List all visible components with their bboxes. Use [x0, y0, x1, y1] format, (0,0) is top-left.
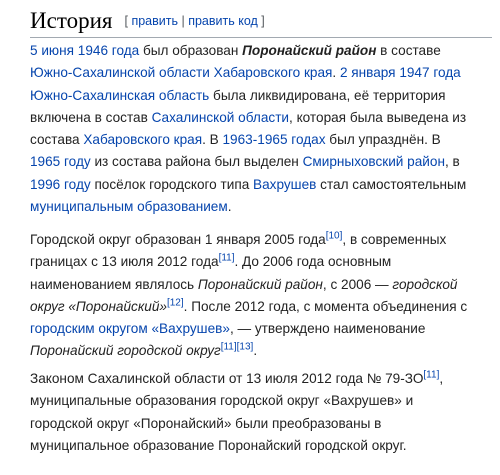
text-line	[30, 174, 500, 196]
text-line	[30, 107, 500, 129]
text-line	[30, 368, 500, 390]
reference-12[interactable]: [12]	[166, 297, 184, 309]
edit-links	[124, 14, 264, 28]
link-year-1996[interactable]: 1996 году	[30, 176, 91, 192]
text-line	[30, 274, 500, 296]
bold-district-name: Поронайский район	[242, 43, 377, 58]
text-line	[30, 62, 500, 84]
paragraph-history-1	[30, 40, 500, 218]
text-run: состава	[30, 132, 84, 148]
text-run: был упразднён. В	[325, 132, 441, 148]
text-line	[30, 151, 500, 173]
link-municipal-formation[interactable]: муниципальным образованием	[30, 199, 228, 215]
text-run: наименованием являлось	[30, 276, 198, 292]
italic-district-name: Поронайский район	[197, 276, 323, 292]
text-run: , в	[444, 154, 460, 170]
link-smirnykh-district[interactable]: Смирныховский район	[302, 154, 445, 170]
paragraph-history-3	[30, 368, 500, 457]
reference-11b[interactable]: [11]	[220, 341, 237, 353]
italic-okrug-full-name: Поронайский городской округ	[30, 343, 221, 359]
reference-13[interactable]: [13]	[236, 341, 254, 353]
text-line	[30, 129, 500, 151]
text-run: была ликвидирована, её территория	[209, 87, 446, 103]
text-run: .	[253, 343, 258, 359]
text-run: муниципальное образование Поронайский городской округ.	[30, 437, 407, 453]
link-year-1965[interactable]: 1965 году	[30, 154, 91, 170]
edit-bracket-open: [	[124, 14, 128, 28]
text-run: , — утверждено наименование	[229, 321, 426, 337]
text-line	[30, 435, 500, 457]
link-yuzhno-sakhalin-oblast[interactable]: Южно-Сахалинская область	[30, 87, 210, 103]
reference-11[interactable]: [11]	[218, 252, 235, 264]
text-run: в составе	[376, 43, 441, 58]
text-line	[30, 413, 500, 435]
text-run: Городской округ образован 1 января 2005 года	[30, 232, 326, 247]
link-date-1947[interactable]: 2 января 1947 года	[339, 65, 461, 81]
text-run: границах с 13 июля 2012 года	[30, 254, 219, 270]
text-run: посёлок городского типа	[90, 176, 254, 192]
text-run: ,	[439, 371, 444, 386]
edit-bracket-close: ]	[261, 14, 265, 28]
reference-11c[interactable]: [11]	[423, 369, 440, 381]
text-run: . До 2006 года основным	[234, 254, 392, 270]
text-line	[30, 85, 500, 107]
text-line	[30, 196, 500, 218]
link-vakhrushev-okrug[interactable]: городским округом «Вахрушев»	[30, 321, 230, 337]
text-run: . После 2012 года, с момента объединения с	[183, 298, 468, 314]
link-date-1946[interactable]: 5 июня 1946 года	[30, 43, 140, 58]
text-run: . В	[202, 132, 223, 148]
text-run: Законом Сахалинской области от 13 июля 2012 года № 79-ЗО	[30, 371, 424, 386]
edit-code-link[interactable]: править код	[188, 14, 258, 28]
paragraph-history-2	[30, 229, 500, 363]
text-line	[30, 40, 500, 62]
text-run: .	[332, 65, 340, 81]
text-run: , с 2006 —	[322, 276, 393, 292]
edit-link[interactable]: править	[131, 14, 178, 28]
text-line	[30, 229, 500, 251]
text-run: был образован	[139, 43, 243, 58]
text-line	[30, 296, 500, 318]
link-khabarovsk-krai[interactable]: Хабаровского края	[213, 65, 333, 81]
text-line	[30, 390, 500, 412]
link-sakhalin-oblast[interactable]: Сахалинской области	[151, 109, 290, 125]
link-vakhrushev[interactable]: Вахрушев	[253, 176, 317, 192]
text-run: .	[227, 199, 232, 215]
text-line	[30, 251, 500, 273]
section-title: История	[30, 8, 113, 33]
text-run: стал самостоятельным	[316, 176, 467, 192]
text-run: , которая была выведена из	[289, 109, 467, 125]
edit-separator: |	[181, 14, 185, 28]
italic-okrug-name-cont: округ «Поронайский»	[30, 298, 167, 314]
text-run: , в современных	[342, 232, 447, 247]
text-run: из состава района был выделен	[90, 154, 303, 170]
italic-okrug-name: городской	[392, 276, 458, 292]
text-run: городской округ «Поронайский» были преобразованы в	[30, 415, 382, 431]
link-years-1963-1965[interactable]: 1963-1965 годах	[222, 132, 326, 148]
reference-10[interactable]: [10]	[325, 230, 343, 242]
link-khabarovsk-krai-2[interactable]: Хабаровского края	[83, 132, 203, 148]
text-run: включена в состав	[30, 109, 152, 125]
text-run: муниципальные образования городской округ «Вахрушев» и	[30, 393, 414, 409]
link-yuzhno-sakhalin-region[interactable]: Южно-Сахалинской области	[30, 65, 210, 81]
text-line	[30, 318, 500, 340]
section-heading	[30, 4, 492, 38]
text-line	[30, 340, 500, 362]
